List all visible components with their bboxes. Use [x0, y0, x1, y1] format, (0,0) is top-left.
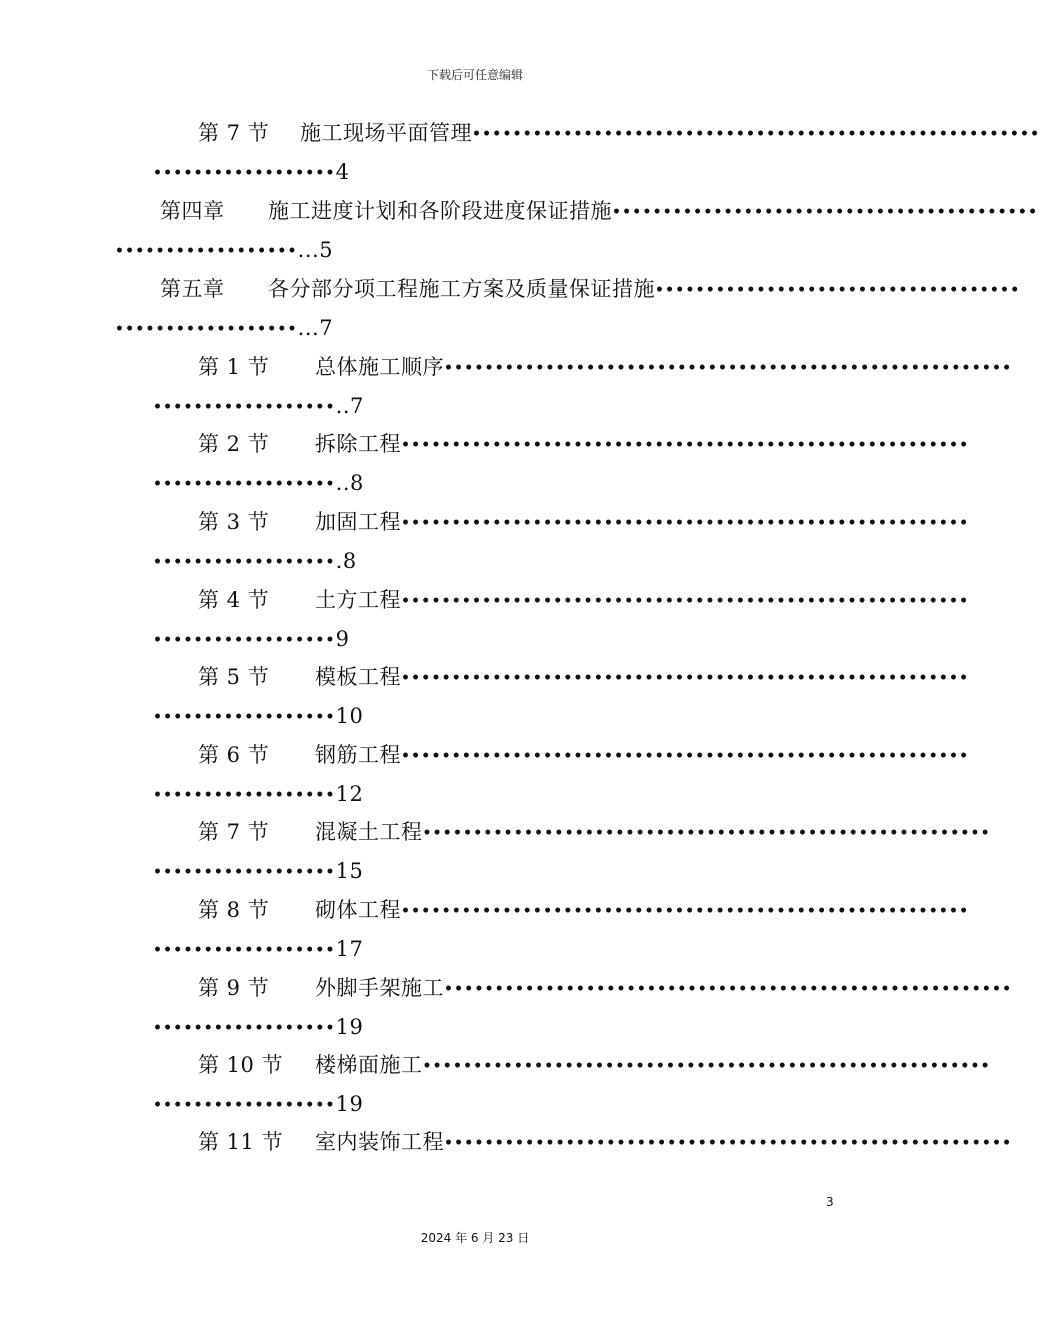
leader-dots: •••••••••••••••••• [153, 942, 336, 959]
toc-entry-line2 [153, 856, 453, 886]
toc-chapter-line1[interactable] [160, 196, 1039, 226]
toc-entry-title: 拆除工程 [315, 432, 401, 456]
toc-entry-page: 10 [335, 704, 364, 728]
leader-dots: •••••••••••••••••••••••••••••••••••••••••••••••••••••••• [444, 360, 1013, 377]
toc-entry-page: 17 [335, 937, 364, 961]
toc-entry-title: 施工现场平面管理 [300, 121, 472, 145]
leader-dots: •••••••••••••••••• [153, 709, 336, 726]
toc-entry-number: 第 3 节 [198, 510, 270, 534]
toc-entry-line1[interactable] [198, 817, 991, 847]
toc-entry-number: 第 4 节 [198, 588, 270, 612]
leader-dots: •••••••••••••••••••••••••••••••••••••••••••••••••••••••• [401, 437, 970, 454]
toc-entry-page: ..8 [335, 471, 364, 495]
toc-entry-line2 [153, 934, 453, 964]
toc-entry-line1[interactable] [198, 352, 1013, 382]
toc-entry-title: 各分部分项工程施工方案及质量保证措施 [268, 277, 655, 301]
toc-entry-number: 第五章 [160, 277, 225, 301]
toc-entry-line2 [153, 391, 453, 421]
toc-entry-page: .8 [335, 549, 357, 573]
toc-entry-page: 19 [335, 1015, 364, 1039]
toc-entry-title: 混凝土工程 [315, 820, 423, 844]
toc-entry-number: 第 8 节 [198, 898, 270, 922]
toc-entry-line1[interactable] [198, 429, 970, 459]
toc-entry-title: 施工进度计划和各阶段进度保证措施 [268, 199, 612, 223]
toc-entry-title: 外脚手架施工 [315, 976, 444, 1000]
leader-dots: •••••••••••••••••• [153, 1020, 336, 1037]
toc-entry-title: 总体施工顺序 [315, 355, 444, 379]
toc-entry-number: 第 1 节 [198, 355, 270, 379]
toc-entry-number: 第 2 节 [198, 432, 270, 456]
leader-dots: •••••••••••••••••••••••••••••••••••••••••••••••••••••••• [444, 981, 1013, 998]
toc-entry-title: 模板工程 [315, 665, 401, 689]
leader-dots: •••••••••••••••••• [153, 864, 336, 881]
toc-chapter-line2 [115, 235, 415, 265]
toc-entry-line1[interactable] [198, 507, 970, 537]
toc-entry-title: 砌体工程 [315, 898, 401, 922]
leader-dots: •••••••••••••••••••••••••••••••••••••••••••••••••••••••• [401, 593, 970, 610]
leader-dots: •••••••••••••••••••••••••••••••••••••••••••••••••••••••• [422, 825, 991, 842]
leader-dots: •••••••••••••••••••••••••••••••••••••••••••••••••••••••• [401, 748, 970, 765]
leader-dots: •••••••••••••••••••••••••••••••••••••••••••••••••••••••• [401, 903, 970, 920]
toc-entry-line1[interactable] [198, 895, 970, 925]
toc-entry-line2 [153, 1089, 453, 1119]
toc-entry-number: 第四章 [160, 199, 225, 223]
toc-entry-title: 钢筋工程 [315, 743, 401, 767]
toc-entry-number: 第 7 节 [198, 820, 270, 844]
toc-entry-line1[interactable] [198, 1127, 1013, 1157]
toc-entry-line1[interactable] [198, 740, 970, 770]
page-header: 下载后可任意编辑 [426, 68, 523, 82]
toc-entry-line2 [153, 779, 453, 809]
page-number: 3 [826, 1195, 834, 1209]
footer-date: 2024 年 6 月 23 日 [420, 1231, 530, 1245]
toc-entry-line1[interactable] [198, 585, 970, 615]
toc-entry-number: 第 11 节 [198, 1130, 284, 1154]
toc-entry-title: 室内装饰工程 [315, 1130, 444, 1154]
toc-entry-number: 第 7 节 [198, 121, 270, 145]
leader-dots: •••••••••••••••••• [115, 321, 298, 338]
toc-entry-line1[interactable] [198, 1050, 991, 1080]
leader-dots: •••••••••••••••••• [115, 243, 298, 260]
leader-dots: •••••••••••••••••••••••••••••••••••••••••••••••••••••••• [444, 1135, 1013, 1152]
toc-entry-line2 [153, 157, 453, 187]
toc-entry-line2 [153, 546, 453, 576]
leader-dots: •••••••••••••••••• [153, 632, 336, 649]
leader-dots: •••••••••••••••••••••••••••••••••••••••••••••••••••••••• [422, 1058, 991, 1075]
toc-entry-page: ...7 [297, 316, 334, 340]
toc-entry-page: 9 [335, 627, 350, 651]
toc-entry-title: 楼梯面施工 [315, 1053, 423, 1077]
toc-chapter-line1[interactable] [160, 274, 1021, 304]
leader-dots: •••••••••••••••••• [153, 554, 336, 571]
toc-entry-page: 4 [335, 160, 350, 184]
toc-entry-page: 15 [335, 859, 364, 883]
toc-entry-title: 土方工程 [315, 588, 401, 612]
leader-dots: •••••••••••••••••••••••••••••••••••••••••••••••••••••••• [472, 126, 1040, 143]
toc-entry-line1[interactable] [198, 118, 1040, 148]
leader-dots: •••••••••••••••••• [153, 165, 336, 182]
toc-entry-line2 [153, 701, 453, 731]
toc-entry-number: 第 9 节 [198, 976, 270, 1000]
toc-entry-line2 [153, 624, 453, 654]
leader-dots: •••••••••••••••••••••••••••••••••••• [655, 282, 1021, 299]
leader-dots: •••••••••••••••••• [153, 787, 336, 804]
toc-entry-line1[interactable] [198, 662, 970, 692]
toc-entry-number: 第 6 节 [198, 743, 270, 767]
leader-dots: •••••••••••••••••••••••••••••••••••••••••• [612, 204, 1039, 221]
leader-dots: •••••••••••••••••• [153, 1097, 336, 1114]
toc-chapter-line2 [115, 313, 415, 343]
leader-dots: •••••••••••••••••••••••••••••••••••••••••••••••••••••••• [401, 670, 970, 687]
toc-entry-number: 第 5 节 [198, 665, 270, 689]
toc-entry-page: 12 [335, 782, 364, 806]
leader-dots: •••••••••••••••••••••••••••••••••••••••••••••••••••••••• [401, 515, 970, 532]
leader-dots: •••••••••••••••••• [153, 399, 336, 416]
toc-entry-page: ..7 [335, 394, 364, 418]
toc-entry-number: 第 10 节 [198, 1053, 284, 1077]
toc-entry-title: 加固工程 [315, 510, 401, 534]
toc-entry-line1[interactable] [198, 973, 1013, 1003]
toc-entry-line2 [153, 468, 453, 498]
leader-dots: •••••••••••••••••• [153, 476, 336, 493]
toc-entry-page: ...5 [297, 238, 334, 262]
toc-entry-page: 19 [335, 1092, 364, 1116]
toc-entry-line2 [153, 1012, 453, 1042]
